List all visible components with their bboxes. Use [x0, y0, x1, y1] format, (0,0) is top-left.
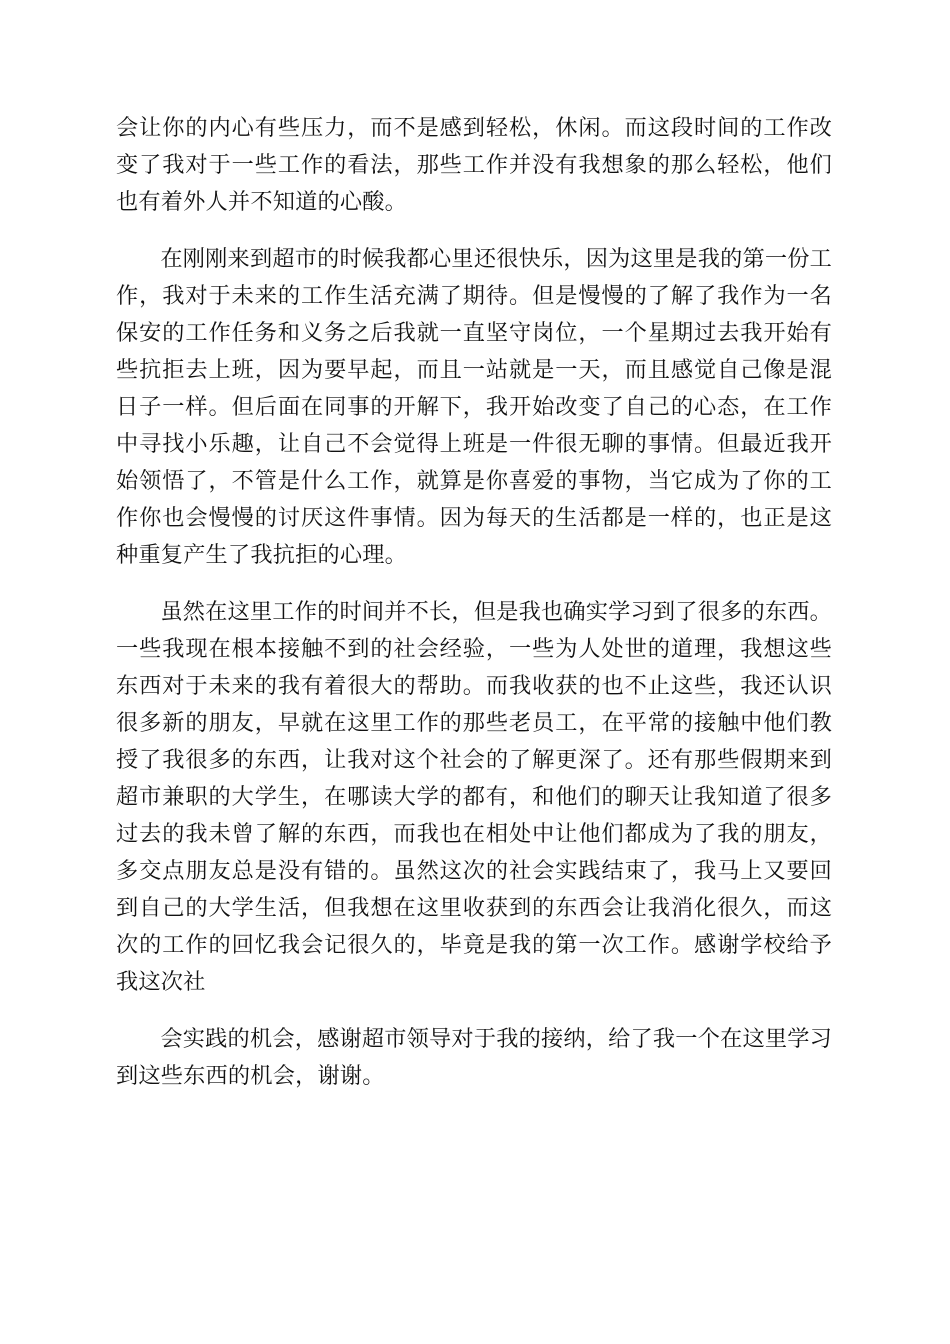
paragraph-2: 在刚刚来到超市的时候我都心里还很快乐，因为这里是我的第一份工作，我对于未来的工作生活充满了期待。但是慢慢的了解了我作为一名保安的工作任务和义务之后我就一直坚守岗位，一个星期过去我开始有些抗拒去上班，因为要早起，而且一站就是一天，而且感觉自己像是混日子一样。但后面在同事的开解下，我开始改变了自己的心态，在工作中寻找小乐趣，让自己不会觉得上班是一件很无聊的事情。但最近我开始领悟了，不管是什么工作，就算是你喜爱的事物，当它成为了你的工作你也会慢慢的讨厌这件事情。因为每天的生活都是一样的，也正是这种重复产生了我抗拒的心理。 — [116, 246, 833, 568]
document-body — [116, 110, 832, 1115]
paragraph-3: 虽然在这里工作的时间并不长，但是我也确实学习到了很多的东西。一些我现在根本接触不到的社会经验，一些为人处世的道理，我想这些东西对于未来的我有着很大的帮助。而我收获的也不止这些，我还认识很多新的朋友，早就在这里工作的那些老员工，在平常的接触中他们教授了我很多的东西，让我对这个社会的了解更深了。还有那些假期来到超市兼职的大学生，在哪读大学的都有，和他们的聊天让我知道了很多过去的我未曾了解的东西，而我也在相处中让他们都成为了我的朋友，多交点朋友总是没有错的。虽然这次的社会实践结束了，我马上又要回到自己的大学生活，但我想在这里收获到的东西会让我消化很久，而这次的工作的回忆我会记很久的，毕竟是我的第一次工作。感谢学校给予我这次社 — [116, 599, 833, 995]
paragraph-1: 会让你的内心有些压力，而不是感到轻松，休闲。而这段时间的工作改变了我对于一些工作的看法，那些工作并没有我想象的那么轻松，他们也有着外人并不知道的心酸。 — [116, 115, 832, 215]
paragraph-4: 会实践的机会，感谢超市领导对于我的接纳，给了我一个在这里学习到这些东西的机会，谢谢。 — [116, 1026, 833, 1089]
